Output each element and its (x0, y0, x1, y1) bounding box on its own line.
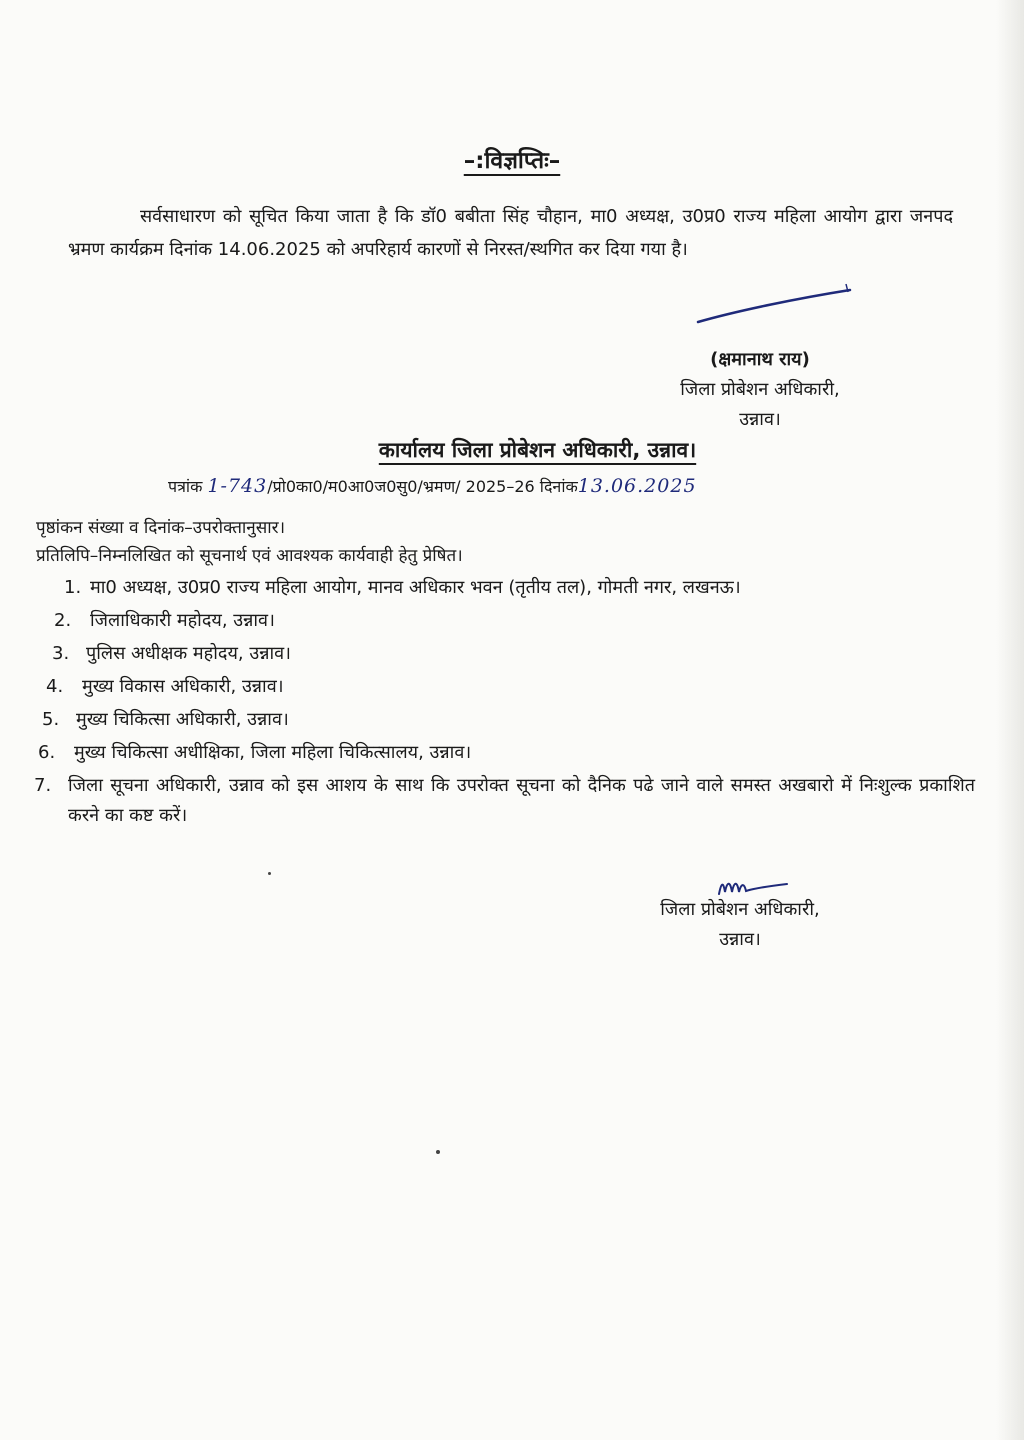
signatory-place: उन्नाव। (739, 409, 781, 430)
footer-signatory-designation: जिला प्रोबेशन अधिकारी, (660, 899, 820, 920)
reference-handwritten-number: 1-743 (207, 475, 268, 497)
reference-line (168, 475, 697, 497)
reference-middle: /प्रो0का0/म0आ0ज0सु0/भ्रमण/ 2025–26 दिनांक (267, 477, 578, 496)
reference-handwritten-date: 13.06.2025 (577, 475, 697, 497)
copy-to-intro: प्रतिलिपि–निम्नलिखित को सूचनार्थ एवं आवश्यक कार्यवाही हेतु प्रेषित। (36, 546, 463, 566)
list-item: 3. पुलिस अधीक्षक महोदय, उन्नाव। (52, 643, 291, 664)
recipient-list (34, 573, 975, 831)
reference-prefix: पत्रांक (168, 477, 203, 496)
footer-signatory-block (615, 895, 865, 955)
notice-title: –:विज्ञप्तिः– (463, 148, 561, 174)
signatory-designation: जिला प्रोबेशन अधिकारी, (680, 379, 840, 400)
list-item: 7. जिला सूचना अधिकारी, उन्नाव को इस आशय के साथ कि उपरोक्त सूचना को दैनिक पढे जाने वाले समस्त अखबारो में निःशुल्क प्रकाशित करने का कष्ट करें। (34, 775, 975, 826)
endorsement-line: पृष्ठांकन संख्या व दिनांक–उपरोक्तानुसार। (36, 518, 286, 538)
list-item: 5. मुख्य चिकित्सा अधिकारी, उन्नाव। (42, 709, 289, 730)
footer-signatory-place: उन्नाव। (719, 929, 761, 950)
list-item: 4. मुख्य विकास अधिकारी, उन्नाव। (46, 676, 284, 697)
signatory-name: (क्षमानाथ राय) (710, 349, 810, 370)
speck (436, 1150, 440, 1154)
office-header: कार्यालय जिला प्रोबेशन अधिकारी, उन्नाव। (378, 438, 697, 462)
list-item: 6. मुख्य चिकित्सा अधीक्षिका, जिला महिला चिकित्सालय, उन्नाव। (38, 742, 472, 763)
notice-body: सर्वसाधारण को सूचित किया जाता है कि डॉ0 बबीता सिंह चौहान, मा0 अध्यक्ष, उ0प्र0 राज्य महिला आयोग द्वारा जनपद भ्रमण कार्यक्रम दिनांक 14.06.2025 को अपरिहार्य कारणों से निरस्त/स्थगित कर दिया गया है। (68, 206, 953, 260)
list-item: 2. जिलाधिकारी महोदय, उन्नाव। (54, 610, 275, 631)
signature-stroke (690, 280, 860, 330)
signatory-block (635, 345, 885, 435)
scan-edge-shadow (996, 0, 1024, 1440)
speck (268, 872, 271, 875)
list-item: 1. मा0 अध्यक्ष, उ0प्र0 राज्य महिला आयोग, मानव अधिकार भवन (तृतीय तल), गोमती नगर, लखनऊ। (64, 577, 741, 598)
